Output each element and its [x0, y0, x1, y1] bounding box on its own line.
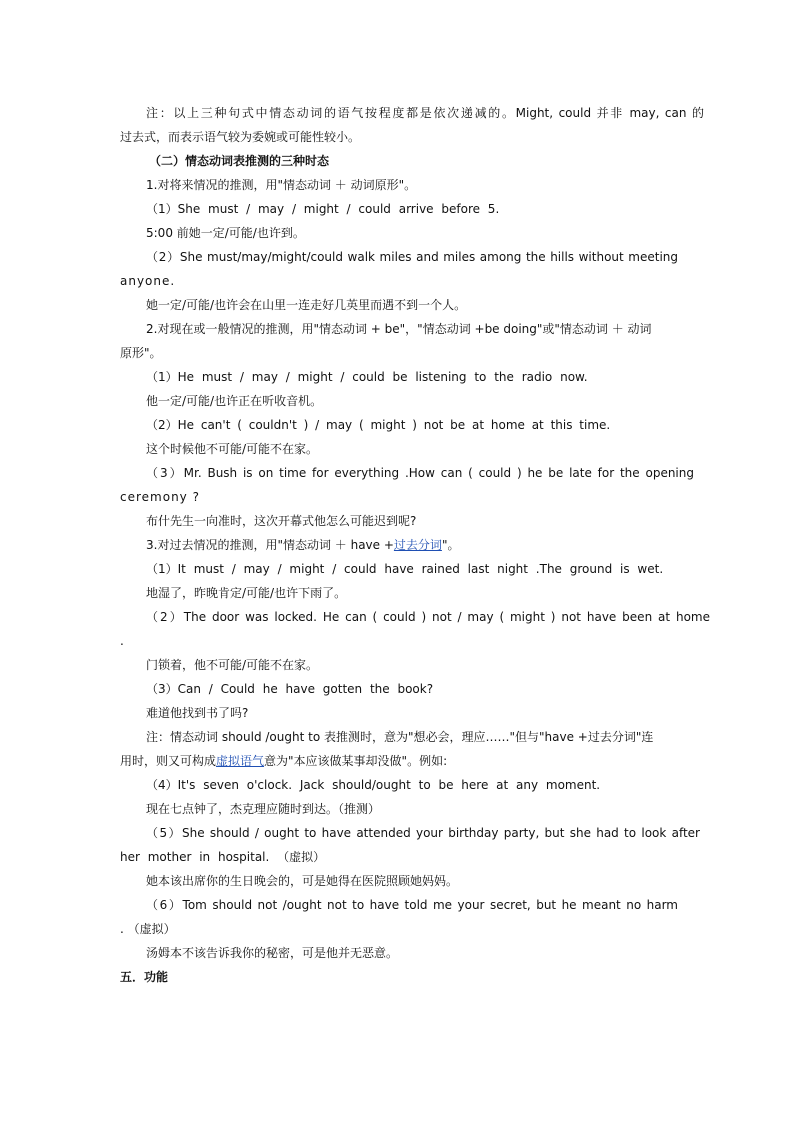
example-line: . （虚拟） — [120, 922, 176, 936]
example-line: （2）The door was locked. He can ( could ) not / may ( might ) not have been at home — [146, 610, 710, 624]
paragraph-line: 2.对现在或一般情况的推测，用"情态动词 + be"，"情态动词 +be doing"或"情态动词 ＋ 动词 — [146, 322, 652, 336]
note-text-line: 注：情态动词 should /ought to 表推测时，意为"想必会，理应……"但与"have +过去分词"连 — [146, 730, 654, 744]
section-heading: （二）情态动词表推测的三种时态 — [149, 154, 330, 168]
example-line: anyone. — [120, 274, 176, 288]
example-line: （1）She must / may / might / could arrive before 5. — [146, 202, 500, 216]
example-line: （1）It must / may / might / could have rained last night .The ground is wet. — [146, 562, 664, 576]
translation-line: 5:00 前她一定/可能/也许到。 — [146, 226, 305, 240]
translation-line: 门锁着，他不可能/可能不在家。 — [146, 658, 319, 672]
note-text: 用时，则又可构成 — [120, 754, 217, 768]
translation-line: 汤姆本不该告诉我你的秘密，可是他并无恶意。 — [146, 946, 399, 960]
example-line: . — [120, 634, 124, 648]
paragraph-line: 1.对将来情况的推测，用"情态动词 ＋ 动词原形"。 — [146, 178, 417, 192]
example-line: （5）She should / ought to have attended your birthday party, but she had to look after — [146, 826, 700, 840]
example-line: （2）She must/may/might/could walk miles and miles among the hills without meeting — [146, 250, 678, 264]
translation-line: 他一定/可能/也许正在听收音机。 — [146, 394, 323, 408]
paragraph-text: "。 — [441, 538, 460, 552]
note-text: 意为"本应该做某事却没做"。例如: — [264, 754, 448, 768]
translation-line: 她本该出席你的生日晚会的，可是她得在医院照顾她妈妈。 — [146, 874, 459, 888]
example-line: （2）He can't ( couldn't ) / may ( might ) not be at home at this time. — [146, 418, 611, 432]
translation-line: 这个时候他不可能/可能不在家。 — [146, 442, 319, 456]
paragraph-text: 3.对过去情况的推测，用"情态动词 ＋ have + — [146, 538, 394, 552]
translation-line: 现在七点钟了，杰克理应随时到达。（推测） — [146, 802, 381, 816]
translation-line: 地湿了，昨晚肯定/可能/也许下雨了。 — [146, 586, 347, 600]
translation-line: 布什先生一向准时，这次开幕式他怎么可能迟到呢? — [146, 514, 417, 528]
section-heading: 五．功能 — [120, 970, 169, 984]
translation-line: 难道他找到书了吗? — [146, 706, 249, 720]
example-line: （1）He must / may / might / could be listening to the radio now. — [146, 370, 588, 384]
note-text-line — [120, 750, 447, 772]
translation-line: 她一定/可能/也许会在山里一连走好几英里而遇不到一个人。 — [146, 298, 467, 312]
example-line: （4）It's seven o'clock. Jack should/ought to be here at any moment. — [146, 778, 601, 792]
example-line: （3）Mr. Bush is on time for everything .How can ( could ) he be late for the opening — [146, 466, 694, 480]
example-line: （3）Can / Could he have gotten the book? — [146, 682, 434, 696]
subjunctive-mood-link[interactable]: 虚拟语气 — [216, 754, 265, 768]
example-line: her mother in hospital. （虚拟） — [120, 850, 326, 864]
note-text-line: 过去式，而表示语气较为委婉或可能性较小。 — [120, 130, 361, 144]
paragraph-line — [146, 534, 459, 556]
example-line: ceremony ? — [120, 490, 200, 504]
example-line: （6）Tom should not /ought not to have told me your secret, but he meant no harm — [146, 898, 678, 912]
past-participle-link[interactable]: 过去分词 — [393, 538, 442, 552]
note-text-line: 注：以上三种句式中情态动词的语气按程度都是依次递减的。Might, could 并非 may, can 的 — [146, 106, 704, 120]
paragraph-line: 原形"。 — [120, 346, 162, 360]
